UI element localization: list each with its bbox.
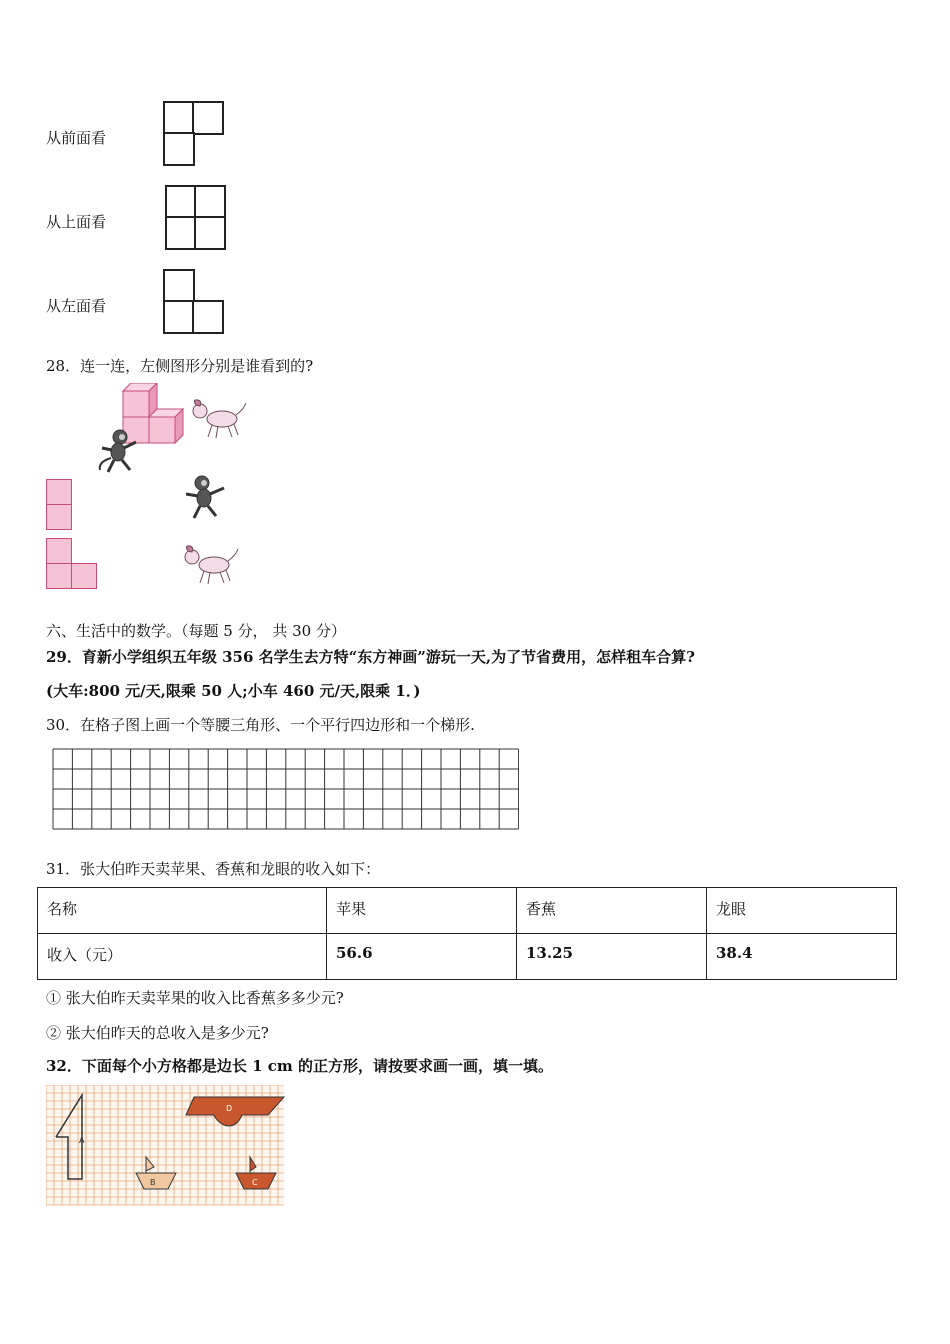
income-table	[37, 887, 897, 980]
table-cell: 名称	[38, 888, 327, 934]
square-grid	[51, 748, 519, 830]
monkey-icon	[182, 474, 228, 520]
question-31-sub2: ② 张大伯昨天的总收入是多少元?	[46, 1024, 269, 1042]
label-left-view: 从左面看	[46, 297, 107, 315]
question-32: 32．下面每个小方格都是边长 1 cm 的正方形，请按要求画一画，填一填。	[46, 1057, 553, 1075]
question-29-line2: (大车:800 元/天,限乘 50 人;小车 460 元/天,限乘 1．)	[46, 682, 421, 700]
label-top-view: 从上面看	[46, 213, 107, 231]
shape-grid	[46, 1085, 286, 1207]
dog-icon	[180, 543, 242, 588]
shape-b-label: B	[150, 1178, 156, 1187]
label-front-view: 从前面看	[46, 129, 107, 147]
left-view-figure	[163, 269, 225, 335]
view-shape-l	[46, 538, 98, 589]
table-header-row	[38, 888, 897, 934]
section-6-heading: 六、生活中的数学。（每题 5 分， 共 30 分）	[46, 622, 346, 640]
question-31-sub1: ① 张大伯昨天卖苹果的收入比香蕉多多少元?	[46, 989, 344, 1007]
shape-c-label: C	[252, 1178, 258, 1187]
table-cell: 龙眼	[707, 888, 897, 934]
front-view-figure	[163, 101, 225, 167]
dog-icon	[188, 397, 250, 442]
top-view-figure	[165, 185, 227, 251]
table-cell: 苹果	[327, 888, 517, 934]
table-cell: 56.6	[327, 934, 517, 980]
question-30: 30．在格子图上画一个等腰三角形、一个平行四边形和一个梯形.	[46, 716, 475, 734]
table-cell: 收入（元）	[38, 934, 327, 980]
shape-a-label: A	[79, 1136, 85, 1145]
question-31: 31．张大伯昨天卖苹果、香蕉和龙眼的收入如下：	[46, 860, 381, 878]
table-cell: 38.4	[707, 934, 897, 980]
question-28: 28．连一连，左侧图形分别是谁看到的?	[46, 357, 314, 375]
table-row	[38, 934, 897, 980]
monkey-icon	[94, 428, 140, 474]
shape-d-label: D	[226, 1104, 233, 1113]
question-29-line1: 29．育新小学组织五年级 356 名学生去方特“东方神画”游玩一天,为了节省费用，怎样租车合算?	[46, 648, 695, 666]
view-shape-column	[46, 479, 72, 530]
table-cell: 香蕉	[517, 888, 707, 934]
table-cell: 13.25	[517, 934, 707, 980]
